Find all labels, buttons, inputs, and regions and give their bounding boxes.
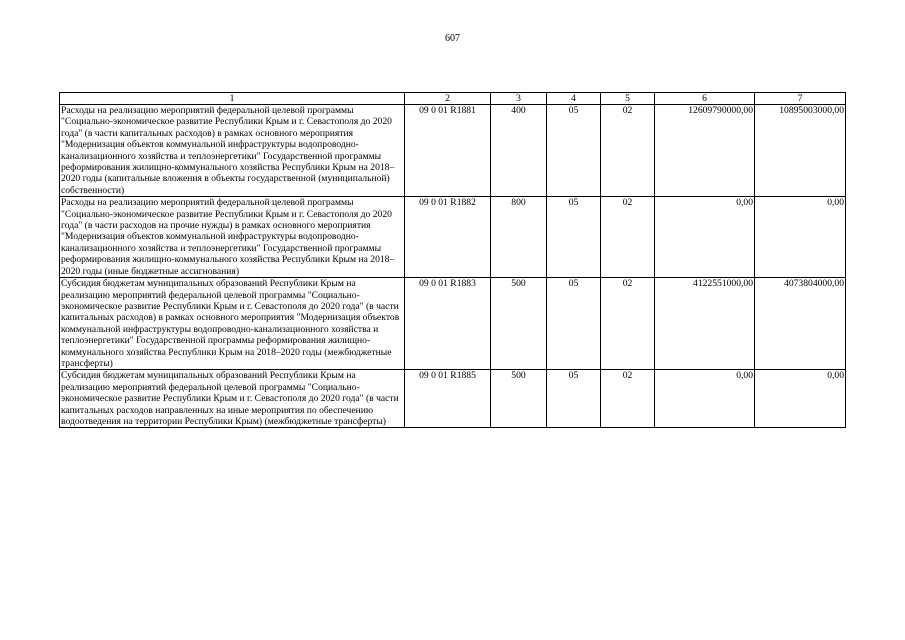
table-row — [60, 197, 846, 278]
column-header: 5 — [601, 93, 655, 105]
table-row — [60, 370, 846, 428]
row-code: 09 0 01 R1882 — [405, 197, 491, 278]
page-number: 607 — [445, 33, 460, 44]
row-subsection: 02 — [601, 197, 655, 278]
column-header: 1 — [60, 93, 405, 105]
table-row — [60, 278, 846, 370]
row-expense-type: 500 — [491, 278, 547, 370]
row-expense-type: 500 — [491, 370, 547, 428]
row-expense-type: 400 — [491, 105, 547, 197]
row-amount-2: 0,00 — [755, 370, 846, 428]
column-header: 7 — [755, 93, 846, 105]
row-description: Расходы на реализацию мероприятий федеральной целевой программы "Социально-экономическое развитие Республики Крым и г. Севастополя до 2020 года" (в части капитальных расходов) в рамках основного мероприятия "Модернизация объектов коммунальной инфраструктуры водопроводно-канализационного хозяйства и теплоэнергетики" Государственной программы реформирования жилищно-коммунального хозяйства Республики Крым на 2018–2020 годы (капитальные вложения в объекты государственной (муниципальной) собственности) — [60, 105, 405, 197]
row-amount-1: 4122551000,00 — [655, 278, 755, 370]
row-section: 05 — [547, 105, 601, 197]
row-section: 05 — [547, 278, 601, 370]
row-amount-2: 4073804000,00 — [755, 278, 846, 370]
row-description: Субсидия бюджетам муниципальных образований Республики Крым на реализацию мероприятий федеральной целевой программы "Социально-экономическое развитие Республики Крым и г. Севастополя до 2020 года" (в части капитальных расходов направленных на иные мероприятия по обеспечению водоотведения на территории Республики Крым) (межбюджетные трансферты) — [60, 370, 405, 428]
row-subsection: 02 — [601, 278, 655, 370]
row-amount-2: 0,00 — [755, 197, 846, 278]
column-header: 4 — [547, 93, 601, 105]
row-amount-2: 10895003000,00 — [755, 105, 846, 197]
row-code: 09 0 01 R1881 — [405, 105, 491, 197]
column-header: 3 — [491, 93, 547, 105]
budget-table — [59, 92, 846, 428]
row-code: 09 0 01 R1883 — [405, 278, 491, 370]
row-subsection: 02 — [601, 105, 655, 197]
row-section: 05 — [547, 370, 601, 428]
row-section: 05 — [547, 197, 601, 278]
row-description: Расходы на реализацию мероприятий федеральной целевой программы "Социально-экономическое развитие Республики Крым и г. Севастополя до 2020 года" (в части расходов на прочие нужды) в рамках основного мероприятия "Модернизация объектов коммунальной инфраструктуры водопроводно-канализационного хозяйства и теплоэнергетики" Государственной программы реформирования жилищно-коммунального хозяйства Республики Крым на 2018–2020 годы (иные бюджетные ассигнования) — [60, 197, 405, 278]
table-row — [60, 105, 846, 197]
row-code: 09 0 01 R1885 — [405, 370, 491, 428]
column-header: 6 — [655, 93, 755, 105]
row-expense-type: 800 — [491, 197, 547, 278]
row-subsection: 02 — [601, 370, 655, 428]
row-amount-1: 12609790000,00 — [655, 105, 755, 197]
row-description: Субсидия бюджетам муниципальных образований Республики Крым на реализацию мероприятий федеральной целевой программы "Социально-экономическое развитие Республики Крым и г. Севастополя до 2020 года" (в части капитальных расходов) в рамках основного мероприятия "Модернизация объектов коммунальной инфраструктуры водопроводно-канализационного хозяйства и теплоэнергетики" Государственной программы реформирования жилищно-коммунального хозяйства Республики Крым на 2018–2020 годы (межбюджетные трансферты) — [60, 278, 405, 370]
column-header: 2 — [405, 93, 491, 105]
row-amount-1: 0,00 — [655, 370, 755, 428]
row-amount-1: 0,00 — [655, 197, 755, 278]
header-row — [60, 93, 846, 105]
